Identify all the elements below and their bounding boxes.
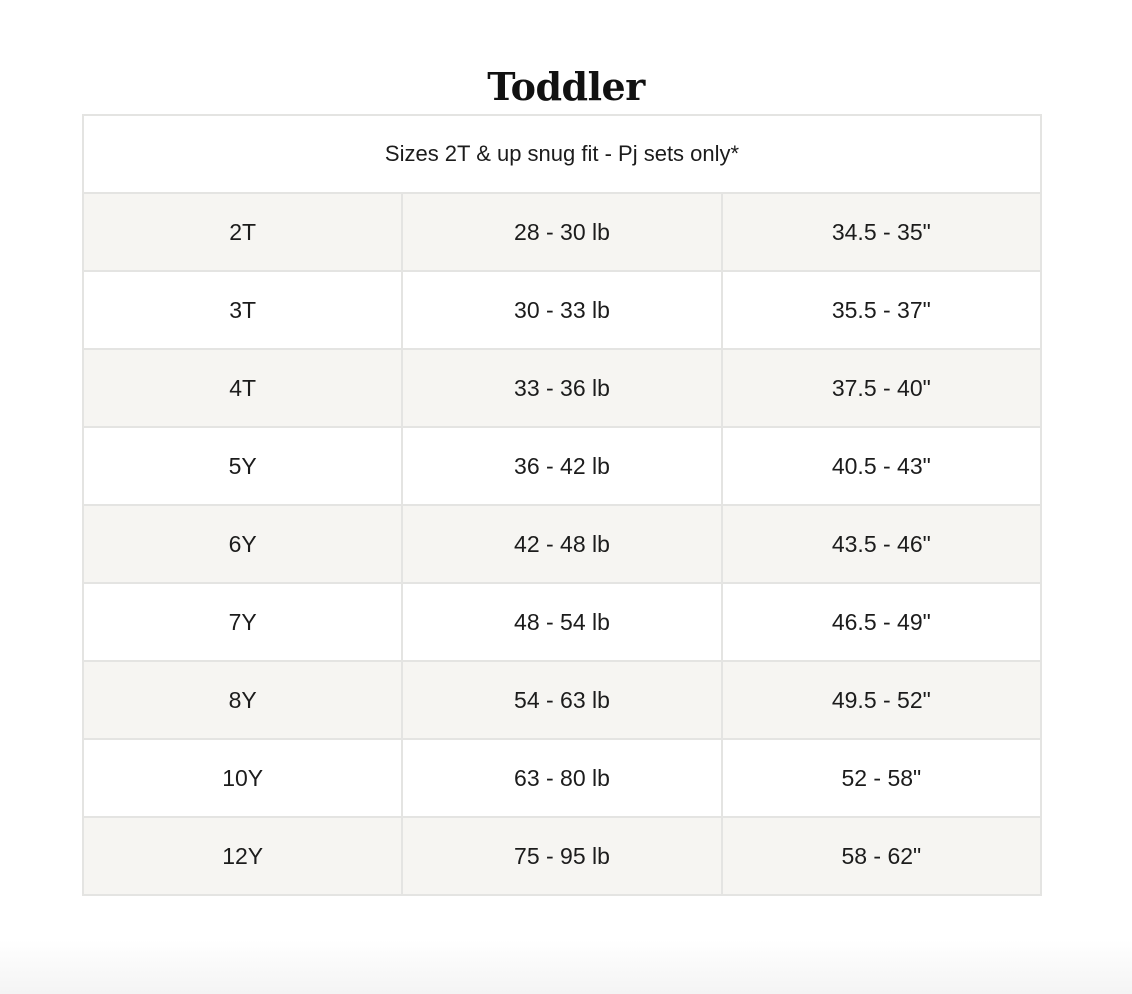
size-cell: 12Y — [83, 817, 402, 895]
size-chart-table — [82, 114, 1042, 896]
size-cell: 4T — [83, 349, 402, 427]
page-title: Toddler — [487, 64, 645, 110]
bottom-fade-divider — [0, 940, 1132, 994]
size-cell: 7Y — [83, 583, 402, 661]
size-cell: 2T — [83, 193, 402, 271]
weight-cell: 63 - 80 lb — [402, 739, 721, 817]
table-row — [83, 505, 1041, 583]
height-cell: 58 - 62" — [722, 817, 1041, 895]
table-row — [83, 817, 1041, 895]
size-cell: 3T — [83, 271, 402, 349]
weight-cell: 75 - 95 lb — [402, 817, 721, 895]
height-cell: 35.5 - 37" — [722, 271, 1041, 349]
weight-cell: 36 - 42 lb — [402, 427, 721, 505]
weight-cell: 30 - 33 lb — [402, 271, 721, 349]
weight-cell: 33 - 36 lb — [402, 349, 721, 427]
height-cell: 34.5 - 35" — [722, 193, 1041, 271]
table-header-cell: Sizes 2T & up snug fit - Pj sets only* — [83, 115, 1041, 193]
table-row — [83, 427, 1041, 505]
size-cell: 10Y — [83, 739, 402, 817]
table-row — [83, 271, 1041, 349]
table-row — [83, 661, 1041, 739]
size-cell: 8Y — [83, 661, 402, 739]
table-row — [83, 349, 1041, 427]
height-cell: 40.5 - 43" — [722, 427, 1041, 505]
table-row — [83, 193, 1041, 271]
table-row — [83, 583, 1041, 661]
height-cell: 49.5 - 52" — [722, 661, 1041, 739]
height-cell: 43.5 - 46" — [722, 505, 1041, 583]
height-cell: 37.5 - 40" — [722, 349, 1041, 427]
table-header-row — [83, 115, 1041, 193]
weight-cell: 28 - 30 lb — [402, 193, 721, 271]
weight-cell: 54 - 63 lb — [402, 661, 721, 739]
height-cell: 46.5 - 49" — [722, 583, 1041, 661]
table-row — [83, 739, 1041, 817]
weight-cell: 42 - 48 lb — [402, 505, 721, 583]
size-cell: 5Y — [83, 427, 402, 505]
size-cell: 6Y — [83, 505, 402, 583]
weight-cell: 48 - 54 lb — [402, 583, 721, 661]
height-cell: 52 - 58" — [722, 739, 1041, 817]
